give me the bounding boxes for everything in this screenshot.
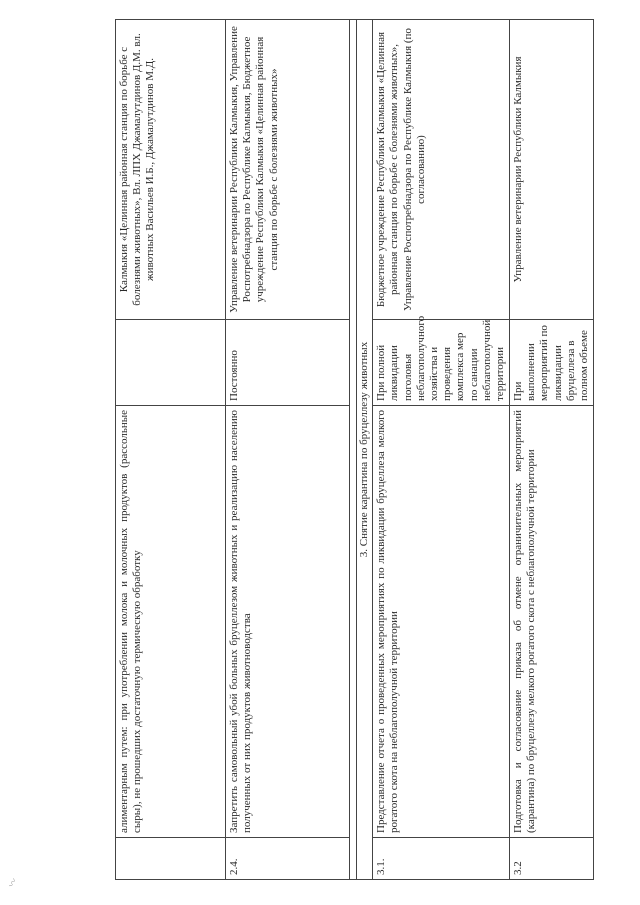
row-responsible: Управление ветеринарии Республики Калмыкия, Управление Роспотребнадзора по Республике Калмыкия, Бюджетное учреждение Республики Калмыкия «Целинная районная станция по борьбе с болезнями животных» [226,20,350,320]
row-action: Запретить самовольный убой больных бруцеллезом животных и реализацию населению полученных от них продуктов животноводства [226,406,350,838]
row-term: При выполнении мероприятий по ликвидации бруцеллеза в полном объеме [510,320,594,406]
table-row [510,20,594,880]
row-responsible: Управление ветеринарии Республики Калмыкия [510,20,594,320]
row-action: Представление отчета о проведенных мероприятиях по ликвидации бруцеллеза мелкого рогатого скота на неблагополучной территории [373,406,510,838]
row-responsible: Калмыкия «Целинная районная станция по борьбе с болезнями животных», Вл. ЛПХ Джамалутдинов Д.М. вл. животных Васильев И.Б., Джамалутдинов М.Д. [116,20,226,320]
measures-table [115,19,594,880]
row-term [116,320,226,406]
section-title: 3. Снятие карантина по бруцеллезу животных [357,20,373,880]
row-responsible: Бюджетное учреждение Республики Калмыкия «Целинная районная станция по борьбе с болезнями животных», Управление Роспотребнадзора по Республике Калмыкия (по согласованию) [373,20,510,320]
scan-mark: 〰 [7,876,21,890]
row-action: Подготовка и согласование приказа об отмене ограничительных мероприятий (карантина) по бруцеллезу мелкого рогатого скота с неблагополучной территории [510,406,594,838]
table-row [226,20,350,880]
section-row [357,20,373,880]
table-row [373,20,510,880]
table-row [116,20,226,880]
rotated-page [115,20,590,880]
row-number: 3.1. [373,838,510,880]
row-number [116,838,226,880]
gap-row [350,20,357,880]
row-number: 3.2 [510,838,594,880]
row-term: При полной ликвидации поголовья неблагополучного хозяйства и проведения комплекса мер по санации неблагополучной территории [373,320,510,406]
row-term: Постоянно [226,320,350,406]
row-number: 2.4. [226,838,350,880]
row-action: алиментарным путем: при употреблении молока и молочных продуктов (рассольные сыры), не прошедших достаточную термическую обработку [116,406,226,838]
